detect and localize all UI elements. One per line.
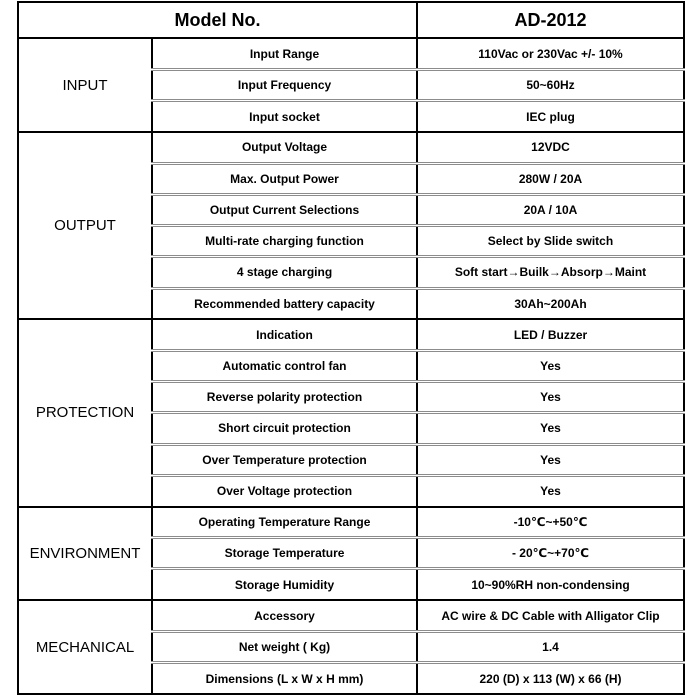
param-input-range: Input Range [152,38,417,69]
param-output-current-selections: Output Current Selections [152,194,417,225]
value-over-temperature-protection: Yes [417,444,684,475]
value-multi-rate-charging: Select by Slide switch [417,226,684,257]
param-operating-temperature-range: Operating Temperature Range [152,507,417,538]
param-multi-rate-charging: Multi-rate charging function [152,226,417,257]
value-net-weight: 1.4 [417,631,684,662]
param-dimensions: Dimensions (L x W x H mm) [152,663,417,694]
param-reverse-polarity-protection: Reverse polarity protection [152,382,417,413]
value-recommended-battery-capacity: 30Ah~200Ah [417,288,684,319]
value-input-frequency: 50~60Hz [417,69,684,100]
param-accessory: Accessory [152,600,417,631]
param-max-output-power: Max. Output Power [152,163,417,194]
param-over-voltage-protection: Over Voltage protection [152,475,417,506]
value-operating-temperature-range: -10℃~+50℃ [417,507,684,538]
value-input-range: 110Vac or 230Vac +/- 10% [417,38,684,69]
param-4-stage-charging: 4 stage charging [152,257,417,288]
group-label-mechanical: MECHANICAL [18,600,152,694]
spec-row [18,319,684,350]
group-label-protection: PROTECTION [18,319,152,506]
group-label-output: OUTPUT [18,132,152,319]
param-storage-temperature: Storage Temperature [152,538,417,569]
value-automatic-control-fan: Yes [417,350,684,381]
value-dimensions: 220 (D) x 113 (W) x 66 (H) [417,663,684,694]
group-label-environment: ENVIRONMENT [18,507,152,601]
param-storage-humidity: Storage Humidity [152,569,417,600]
param-input-socket: Input socket [152,101,417,132]
model-label: Model No. [18,2,417,38]
value-max-output-power: 280W / 20A [417,163,684,194]
param-output-voltage: Output Voltage [152,132,417,163]
spec-row [18,38,684,69]
value-output-voltage: 12VDC [417,132,684,163]
value-input-socket: IEC plug [417,101,684,132]
param-short-circuit-protection: Short circuit protection [152,413,417,444]
spec-row [18,507,684,538]
spec-table [17,1,685,695]
value-short-circuit-protection: Yes [417,413,684,444]
param-input-frequency: Input Frequency [152,69,417,100]
value-over-voltage-protection: Yes [417,475,684,506]
param-automatic-control-fan: Automatic control fan [152,350,417,381]
param-indication: Indication [152,319,417,350]
param-net-weight: Net weight ( Kg) [152,631,417,662]
header-row [18,2,684,38]
group-label-input: INPUT [18,38,152,132]
value-storage-humidity: 10~90%RH non-condensing [417,569,684,600]
param-recommended-battery-capacity: Recommended battery capacity [152,288,417,319]
spec-row [18,600,684,631]
value-storage-temperature: - 20℃~+70℃ [417,538,684,569]
model-value: AD-2012 [417,2,684,38]
spec-row [18,132,684,163]
value-4-stage-charging: Soft start→Builk→Absorp→Maint [417,257,684,288]
value-accessory: AC wire & DC Cable with Alligator Clip [417,600,684,631]
param-over-temperature-protection: Over Temperature protection [152,444,417,475]
value-indication: LED / Buzzer [417,319,684,350]
value-reverse-polarity-protection: Yes [417,382,684,413]
value-output-current-selections: 20A / 10A [417,194,684,225]
